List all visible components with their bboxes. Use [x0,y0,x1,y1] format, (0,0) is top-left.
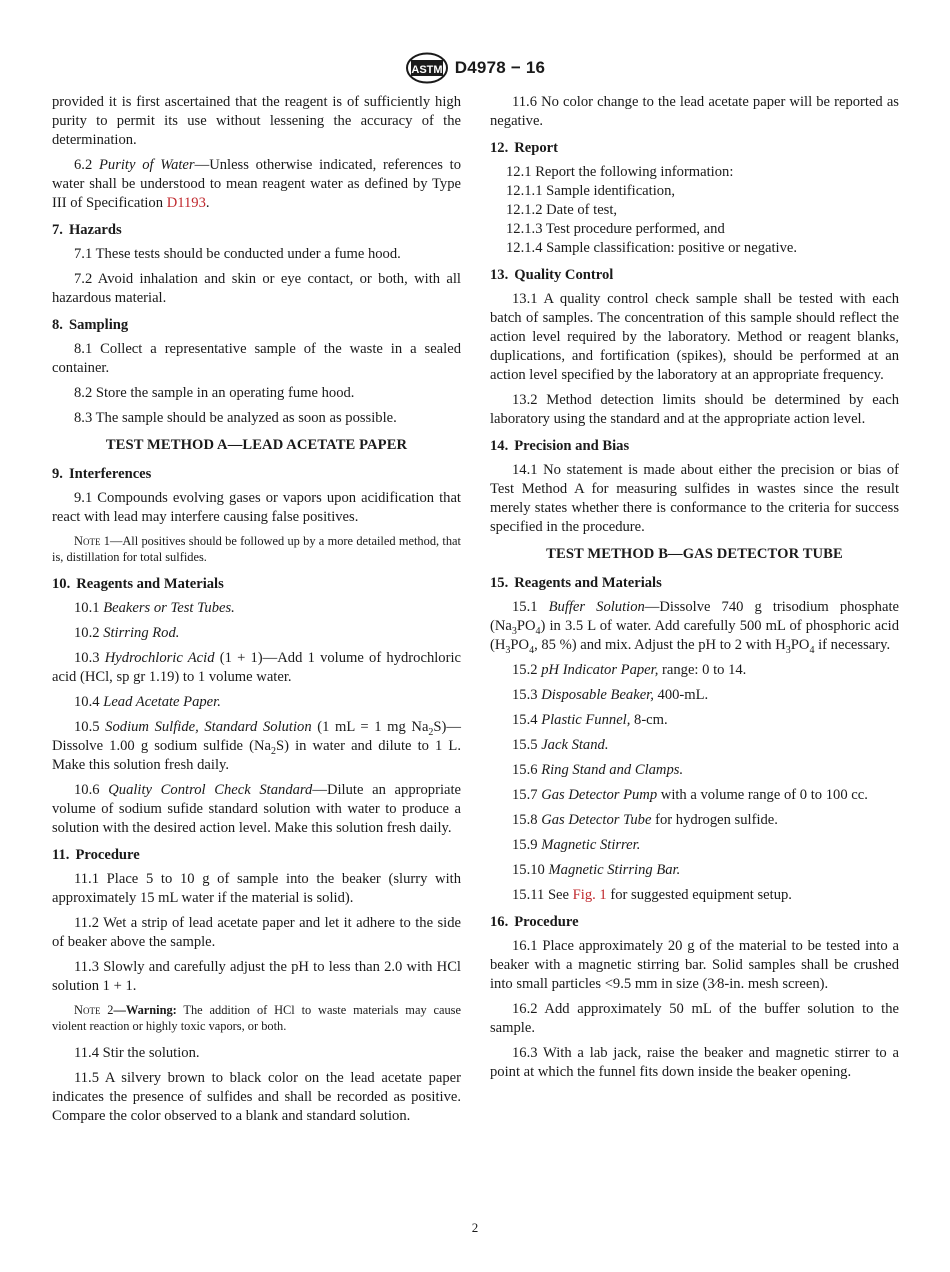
paragraph-8-3: 8.3 The sample should be analyzed as soon as possible. [74,410,397,426]
link-fig-1[interactable]: Fig. 1 [572,887,607,903]
section-11-heading: 11. Procedure [52,847,140,863]
paragraph-7-2: 7.2 Avoid inhalation and skin or eye contact, or both, with all hazardous material. [52,271,461,306]
paragraph-15-1: 15.1 Buffer Solution—Dissolve 740 g trisodium phosphate $(Na_3PO_4)$ in 3.5 L of water. Add carefully 500 mL of phosphoric acid ($H_3PO_4$, 85 %) and mix. Adjust the pH to 2 with $H_3PO_4$ if necessary. [490,599,899,656]
paragraph-11-4: 11.4 Stir the solution. [74,1045,200,1061]
paragraph-14-1: 14.1 No statement is made about either the precision or bias of Test Method A for measuring sulfides in wastes since the result merely states whether there is conformance to the criteria for success specified in the procedure. [490,462,899,535]
paragraph-15-2: 15.2 pH Indicator Paper, range: 0 to 14. [512,662,747,678]
paragraph-15-10: 15.10 Magnetic Stirring Bar. [512,862,681,878]
paragraph-10-4: 10.4 Lead Acetate Paper. [74,694,221,710]
paragraph-13-1: 13.1 A quality control check sample shall be tested with each batch of samples. The concentration of this sample should reflect the action level required by the laboratory. Method or reagent blanks, duplications, and fortification (spikes), should be performed at an action level specified by the laboratory at an appropriate frequency. [490,291,899,383]
paragraph-15-9: 15.9 Magnetic Stirrer. [512,837,641,853]
section-13-heading: 13. Quality Control [490,267,614,283]
method-a-heading: TEST METHOD A—LEAD ACETATE PAPER [105,437,408,453]
section-14-heading: 14. Precision and Bias [490,438,630,454]
paragraph-10-1: 10.1 Beakers or Test Tubes. [74,600,235,616]
paragraph-6-2: 6.2 Purity of Water—Unless otherwise indicated, references to water shall be understood to mean reagent water as defined by Type III of Specification D1193. [52,157,461,211]
paragraph-16-2: 16.2 Add approximately 50 mL of the buffer solution to the sample. [490,1001,899,1036]
paragraph-15-3: 15.3 Disposable Beaker, 400-mL. [512,687,709,703]
paragraph-8-1: 8.1 Collect a representative sample of the waste in a sealed container. [52,341,461,376]
page-header [0,50,950,86]
section-15-heading: 15. Reagents and Materials [490,575,662,591]
report-list [490,163,899,258]
link-d1193[interactable]: D1193 [166,195,206,211]
paragraph-10-3: 10.3 Hydrochloric Acid (1 + 1)—Add 1 volume of hydrochloric acid (HCl, sp gr 1.19) to 1 volume water. [52,650,461,685]
paragraph-continuation: provided it is first ascertained that the reagent is of sufficiently high purity to permit its use without lessening the accuracy of the determination. [52,94,461,148]
paragraph-11-5: 11.5 A silvery brown to black color on the lead acetate paper indicates the presence of sulfides and shall be recorded as positive. Compare the color observed to a blank and standard solution. [52,1070,461,1124]
paragraph-8-2: 8.2 Store the sample in an operating fume hood. [74,385,355,401]
note-2: Note 2—Warning: The addition of HCl to waste materials may cause violent reaction or highly toxic vapors, or both. [52,1003,461,1033]
method-b-heading: TEST METHOD B—GAS DETECTOR TUBE [546,546,843,562]
svg-text:ASTM: ASTM [411,64,443,76]
paragraph-9-1: 9.1 Compounds evolving gases or vapors upon acidification that react with lead may interfere causing false positives. [52,490,461,525]
document-id: D4978 − 16 [454,58,546,77]
note-1: Note 1—All positives should be followed up by a more detailed method, that is, distillation for total sulfides. [52,534,461,564]
paragraph-13-2: 13.2 Method detection limits should be determined by each laboratory using the standard and at the appropriate action level. [490,392,899,427]
paragraph-16-3: 16.3 With a lab jack, raise the beaker and magnetic stirrer to a point at which the funnel fits down inside the beaker opening. [490,1045,899,1080]
paragraph-11-6: 11.6 No color change to the lead acetate paper will be reported as negative. [490,94,899,129]
paragraph-15-4: 15.4 Plastic Funnel, 8-cm. [512,712,668,728]
paragraph-15-5: 15.5 Jack Stand. [512,737,609,753]
paragraph-15-6: 15.6 Ring Stand and Clamps. [512,762,684,778]
section-12-heading: 12. Report [490,140,559,156]
paragraph-10-6: 10.6 Quality Control Check Standard—Dilute an appropriate volume of sodium sufide standard solution with water to produce a solution with the desired action level. Make this solution fresh daily. [52,782,462,836]
paragraph-7-1: 7.1 These tests should be conducted under a fume hood. [74,246,401,262]
list-item: 12.1.4 Sample classification: positive or negative. [506,240,797,256]
paragraph-15-8: 15.8 Gas Detector Tube for hydrogen sulfide. [512,812,778,828]
paragraph-15-7: 15.7 Gas Detector Pump with a volume range of 0 to 100 cc. [512,787,868,803]
paragraph-11-1: 11.1 Place 5 to 10 g of sample into the beaker (slurry with approximately 15 mL water if the material is solid). [52,871,461,906]
paragraph-10-5: 10.5 Sodium Sulfide, Standard Solution (1 mL = 1 mg $Na_2S)—Dissolve$ 1.00 g sodium sulfide $(Na_2S)$ in water and dilute to 1 L. Make this solution fresh daily. [52,719,461,773]
paragraph-11-2: 11.2 Wet a strip of lead acetate paper and let it adhere to the side of beaker above the sample. [52,915,461,950]
list-item: 12.1.3 Test procedure performed, and [506,221,725,237]
page-number: 2 [471,1220,479,1235]
paragraph-16-1: 16.1 Place approximately 20 g of the material to be tested into a beaker with a magnetic stirring bar. Solid samples shall be crushed into small particles <9.5 mm in size (3⁄8-in. mesh screen). [490,938,899,992]
astm-logo-icon [405,52,449,84]
list-item: 12.1 Report the following information: [506,164,734,180]
paragraph-11-3: 11.3 Slowly and carefully adjust the pH to less than 2.0 with HCl solution 1 + 1. [52,959,461,994]
section-8-heading: 8. Sampling [52,317,129,333]
section-9-heading: 9. Interferences [52,466,152,482]
section-10-heading: 10. Reagents and Materials [52,576,224,592]
left-column [52,93,461,1132]
list-item: 12.1.2 Date of test, [506,202,618,218]
section-16-heading: 16. Procedure [490,914,579,930]
paragraph-10-2: 10.2 Stirring Rod. [74,625,180,641]
paragraph-15-11: 15.11 See Fig. 1 for suggested equipment setup. [512,887,792,903]
section-7-heading: 7. Hazards [52,222,122,238]
list-item: 12.1.1 Sample identification, [506,183,676,199]
right-column [490,93,899,1088]
